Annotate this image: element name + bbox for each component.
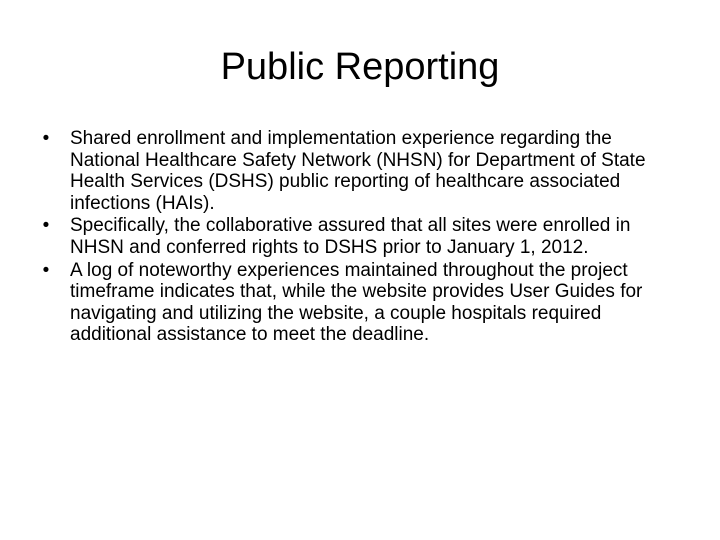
bullet-text: A log of noteworthy experiences maintained throughout the project timeframe indicates that, while the website provides User Guides for navigating and utilizing the website, a couple hospitals required additional assistance to meet the deadline. [70,259,643,346]
bullet-text: Specifically, the collaborative assured that all sites were enrolled in NHSN and conferred rights to DSHS prior to January 1, 2012. [70,215,631,258]
bullet-item-1 [36,128,676,214]
slide-title: Public Reporting [220,46,500,88]
bullet-list [36,128,676,347]
bullet-point-icon: • [42,128,50,149]
bullet-item-2 [36,215,676,258]
bullet-point-icon: • [42,259,50,281]
bullet-item-3 [36,260,676,346]
bullet-point-icon: • [42,215,50,237]
bullet-text: Shared enrollment and implementation experience regarding the National Healthcare Safety Network (NHSN) for Department of State Health Services (DSHS) public reporting of healthcare associated infections (HAIs). [70,128,646,214]
